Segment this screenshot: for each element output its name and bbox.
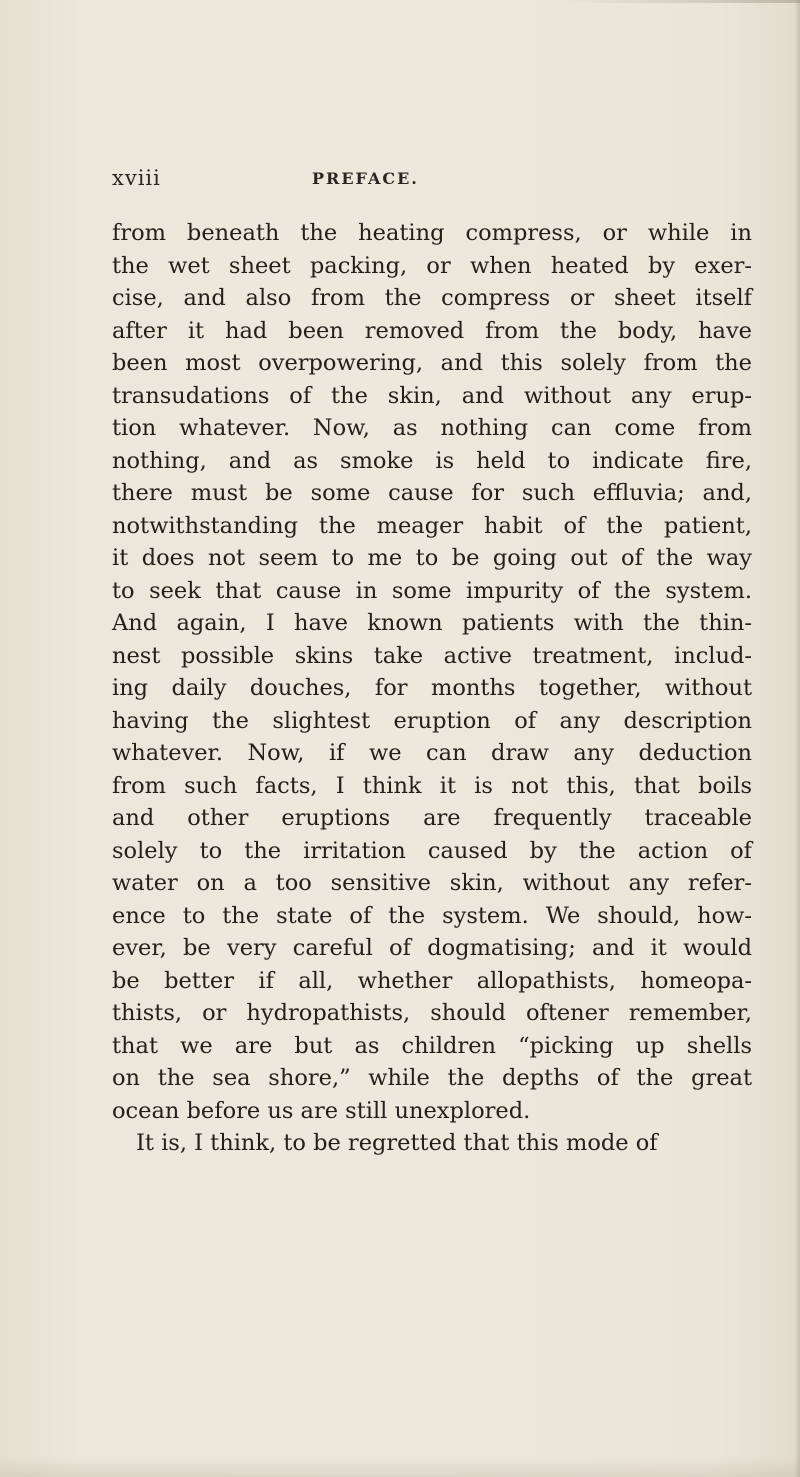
paragraph-end-line: ocean before us are still unexplored.	[112, 1097, 531, 1124]
text-line: cise, and also from the compress or sheet itself	[112, 285, 752, 311]
text-line: ence to the state of the system. We should, how-	[112, 902, 752, 929]
text-line: nothing, and as smoke is held to indicate fire,	[112, 447, 752, 474]
text-line: that we are but as children “picking up shells	[112, 1032, 752, 1059]
running-head: PREFACE.	[312, 169, 419, 188]
text-line: ing daily douches, for months together, without	[112, 675, 752, 701]
body-text	[112, 217, 752, 1160]
text-line: and other eruptions are frequently traceable	[112, 805, 752, 831]
page-right-shadow	[794, 0, 800, 1477]
text-line: And again, I have known patients with the thin-	[112, 610, 752, 636]
text-line: be better if all, whether allopathists, homeopa-	[112, 967, 752, 994]
text-line: been most overpowering, and this solely from the	[112, 350, 752, 376]
text-line: ever, be very careful of dogmatising; and it would	[112, 935, 752, 961]
text-line: on the sea shore,” while the depths of the great	[112, 1065, 752, 1091]
page-bottom-shadow	[0, 1457, 800, 1477]
text-line: there must be some cause for such effluvia; and,	[112, 480, 752, 506]
text-line: having the slightest eruption of any description	[112, 707, 752, 734]
text-line: from beneath the heating compress, or while in	[112, 220, 752, 246]
page-top-shadow	[560, 0, 800, 3]
text-line: the wet sheet packing, or when heated by exer-	[112, 252, 752, 279]
text-line: nest possible skins take active treatment, includ-	[112, 642, 752, 669]
text-line: tion whatever. Now, as nothing can come from	[112, 415, 752, 441]
paragraph-start-line: It is, I think, to be regretted that this mode of	[136, 1130, 658, 1156]
text-line: after it had been removed from the body, have	[112, 317, 752, 344]
text-line: transudations of the skin, and without any erup-	[112, 382, 752, 409]
text-line: notwithstanding the meager habit of the patient,	[112, 512, 752, 539]
text-line: solely to the irritation caused by the action of	[112, 837, 752, 864]
text-line: from such facts, I think it is not this, that boils	[112, 772, 752, 799]
page-header	[112, 166, 752, 196]
text-line: whatever. Now, if we can draw any deduction	[112, 740, 752, 766]
text-line: water on a too sensitive skin, without any refer-	[112, 870, 752, 896]
text-line: it does not seem to me to be going out of the way	[112, 545, 752, 571]
page-number: xviii	[112, 166, 161, 190]
text-line: to seek that cause in some impurity of the system.	[112, 577, 752, 604]
text-line: thists, or hydropathists, should oftener remember,	[112, 1000, 752, 1026]
